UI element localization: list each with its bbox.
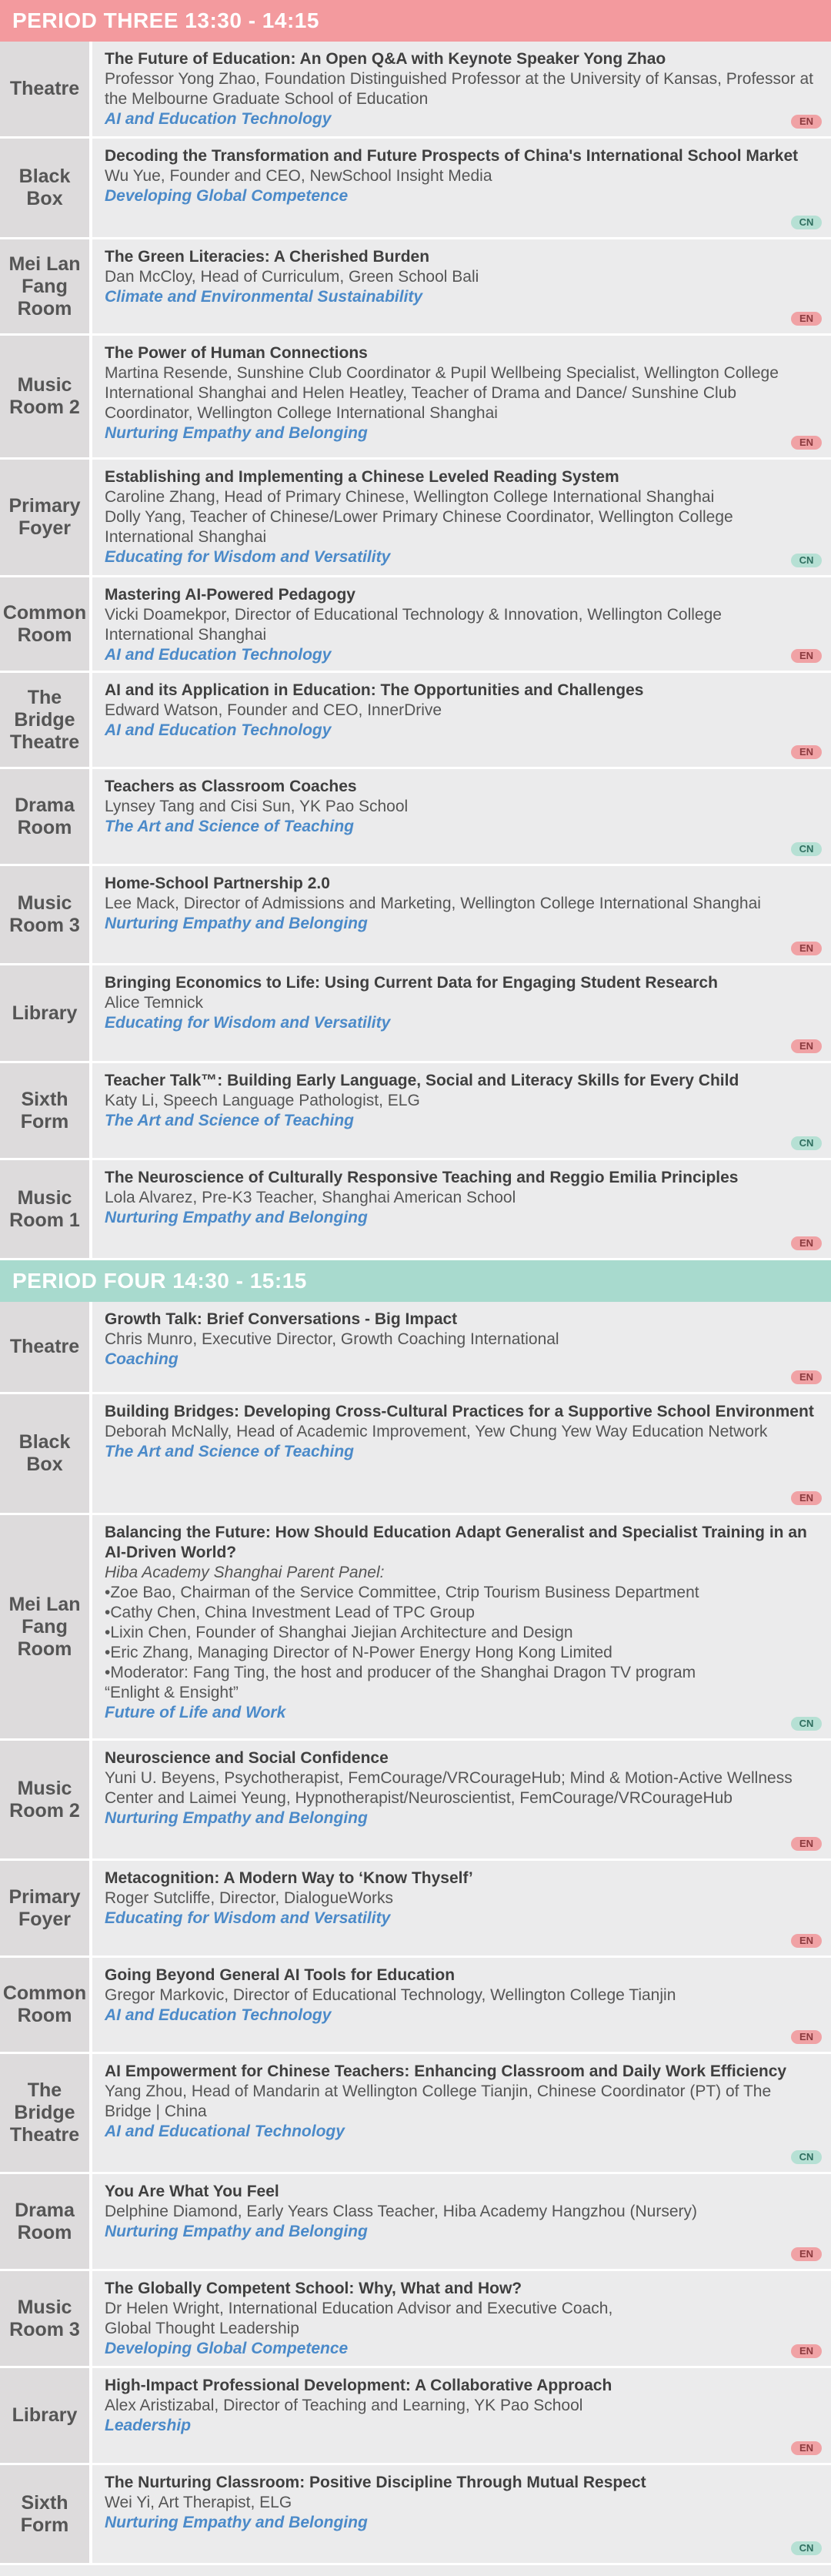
session-row [0,1741,831,1861]
session-details [92,2465,831,2563]
session-theme: AI and Educational Technology [105,2123,345,2140]
session-theme: Nurturing Empathy and Belonging [105,1809,368,1827]
room-label: Mei Lan Fang Room [0,1515,92,1738]
session-row [0,2174,831,2271]
session-row [0,42,831,139]
room-label: Mei Lan Fang Room [0,239,92,333]
language-badge: EN [791,1491,822,1505]
session-title: The Globally Competent School: Why, What and How? [105,2280,522,2297]
session-speaker: Yuni U. Beyens, Psychotherapist, FemCourage/VRCourageHub; Mind & Motion-Active Wellness Center and Laimei Yeung, Hypnotherapist/Neuroscientist, FemCourage/VRCourageHub [105,1769,793,1807]
room-label: Common Room [0,1958,92,2052]
session-theme: Coaching [105,1350,179,1368]
session-speaker: Yang Zhou, Head of Mandarin at Wellington College Tianjin, Chinese Coordinator (PT) of The Bridge | China [105,2083,772,2120]
language-badge: EN [791,436,822,450]
session-row [0,1515,831,1741]
session-row [0,2368,831,2465]
language-badge: EN [791,2441,822,2455]
language-badge: EN [791,1837,822,1851]
session-theme: Nurturing Empathy and Belonging [105,2514,368,2531]
session-theme: Nurturing Empathy and Belonging [105,424,368,442]
language-badge: EN [791,115,822,129]
room-label: Theatre [0,1302,92,1392]
session-title: Building Bridges: Developing Cross-Cultural Practices for a Supportive School Environment [105,1403,814,1420]
session-row [0,965,831,1063]
session-details [92,336,831,457]
language-badge: CN [791,216,822,229]
room-label: Music Room 2 [0,1741,92,1858]
session-theme: The Art and Science of Teaching [105,818,355,835]
room-label: Music Room 3 [0,2271,92,2366]
session-speaker: Lynsey Tang and Cisi Sun, YK Pao School [105,798,409,815]
session-speaker: Vicki Doamekpor, Director of Educational Technology & Innovation, Wellington College International Shanghai [105,606,722,644]
session-title: Establishing and Implementing a Chinese Leveled Reading System [105,468,619,486]
session-speaker: •Zoe Bao, Chairman of the Service Committee, Ctrip Tourism Business Department •Cathy Chen, China Investment Lead of TPC Group •Lixin Chen, Founder of Shanghai Jiejian Architecture and Design •Eric Zhang, Managing Director of N-Power Energy Hong Kong Limited •Moderator: Fang Ting, the host and producer of the Shanghai Dragon TV program “Enlight & Ensight” [105,1584,699,1701]
session-title: High-Impact Professional Development: A Collaborative Approach [105,2377,612,2394]
session-speaker: Katy Li, Speech Language Pathologist, ELG [105,1092,420,1109]
session-speaker: Alice Temnick [105,994,203,1012]
session-title: Metacognition: A Modern Way to ‘Know Thyself’ [105,1869,473,1887]
session-row [0,1394,831,1515]
room-label: Primary Foyer [0,460,92,575]
session-title: Teachers as Classroom Coaches [105,778,357,795]
session-details [92,1741,831,1858]
session-title: The Power of Human Connections [105,344,368,362]
language-badge: CN [791,2150,822,2164]
language-badge: CN [791,1717,822,1731]
session-speaker: Lola Alvarez, Pre-K3 Teacher, Shanghai American School [105,1189,516,1206]
session-details [92,42,831,136]
session-details [92,1861,831,1955]
session-speaker: Dr Helen Wright, International Education Advisor and Executive Coach, Global Thought Leadership [105,2300,613,2337]
session-speaker: Delphine Diamond, Early Years Class Teacher, Hiba Academy Hangzhou (Nursery) [105,2203,697,2220]
session-row [0,1958,831,2054]
session-theme: Future of Life and Work [105,1704,286,1721]
language-badge: EN [791,1039,822,1053]
session-theme: Climate and Environmental Sustainability [105,288,423,306]
session-row [0,460,831,577]
session-details [92,1063,831,1158]
session-details [92,2054,831,2172]
session-speaker: Dan McCloy, Head of Curriculum, Green School Bali [105,268,479,286]
session-title: Neuroscience and Social Confidence [105,1749,389,1767]
session-theme: Educating for Wisdom and Versatility [105,1909,391,1927]
session-row [0,2465,831,2565]
session-row [0,769,831,866]
session-speaker: Deborah McNally, Head of Academic Improvement, Yew Chung Yew Way Education Network [105,1423,768,1440]
room-label: Black Box [0,1394,92,1513]
session-details [92,1160,831,1258]
room-label: Music Room 1 [0,1160,92,1258]
room-label: Drama Room [0,769,92,864]
session-speaker: Wu Yue, Founder and CEO, NewSchool Insight Media [105,167,492,185]
session-speaker: Martina Resende, Sunshine Club Coordinator & Pupil Wellbeing Specialist, Wellington College International Shanghai and Helen Heatley, Teacher of Drama and Dance/ Sunshine Club Coordinator, Wellington College International Shanghai [105,364,779,422]
session-title: The Nurturing Classroom: Positive Discipline Through Mutual Respect [105,2474,646,2491]
session-theme: The Art and Science of Teaching [105,1112,355,1129]
session-title: Going Beyond General AI Tools for Education [105,1966,456,1984]
session-details [92,1958,831,2052]
period-header: PERIOD THREE 13:30 - 14:15 [0,0,831,42]
session-theme: Developing Global Competence [105,187,349,205]
session-theme: Leadership [105,2417,192,2434]
session-title: You Are What You Feel [105,2183,279,2200]
room-label: Music Room 3 [0,866,92,963]
room-label: Theatre [0,42,92,136]
session-title: Bringing Economics to Life: Using Current Data for Engaging Student Research [105,974,718,992]
session-title: Teacher Talk™: Building Early Language, Social and Literacy Skills for Every Child [105,1072,739,1089]
session-details [92,2271,831,2366]
session-row [0,336,831,460]
session-details [92,577,831,671]
language-badge: EN [791,1236,822,1250]
session-theme: Nurturing Empathy and Belonging [105,915,368,932]
language-badge: EN [791,312,822,326]
session-row [0,139,831,239]
session-title: Growth Talk: Brief Conversations - Big Impact [105,1310,458,1328]
period-header: PERIOD FOUR 14:30 - 15:15 [0,1260,831,1302]
session-theme: Nurturing Empathy and Belonging [105,2223,368,2240]
language-badge: EN [791,942,822,955]
session-details [92,139,831,237]
session-theme: AI and Education Technology [105,721,332,739]
session-details [92,965,831,1061]
language-badge: EN [791,649,822,663]
language-badge: EN [791,1370,822,1384]
language-badge: EN [791,2344,822,2358]
session-row [0,866,831,965]
session-details [92,2368,831,2463]
session-theme: Developing Global Competence [105,2340,349,2357]
room-label: Library [0,965,92,1061]
session-speaker: Alex Aristizabal, Director of Teaching and Learning, YK Pao School [105,2397,583,2414]
session-speaker: Chris Munro, Executive Director, Growth Coaching International [105,1330,559,1348]
language-badge: CN [791,842,822,856]
session-speaker: Gregor Markovic, Director of Educational Technology, Wellington College Tianjin [105,1986,676,2004]
session-row [0,1861,831,1958]
panel-label: Hiba Academy Shanghai Parent Panel: [105,1564,385,1581]
language-badge: CN [791,1136,822,1150]
room-label: Primary Foyer [0,1861,92,1955]
session-title: Home-School Partnership 2.0 [105,875,330,892]
language-badge: EN [791,2247,822,2261]
session-details [92,1394,831,1513]
session-speaker: Wei Yi, Art Therapist, ELG [105,2494,292,2511]
session-speaker: Roger Sutcliffe, Director, DialogueWorks [105,1889,394,1907]
session-title: The Future of Education: An Open Q&A with Keynote Speaker Yong Zhao [105,50,666,68]
room-label: Sixth Form [0,1063,92,1158]
session-row [0,2054,831,2174]
session-speaker: Edward Watson, Founder and CEO, InnerDrive [105,701,442,719]
session-theme: The Art and Science of Teaching [105,1443,355,1460]
session-speaker: Caroline Zhang, Head of Primary Chinese, Wellington College International Shanghai Dolly Yang, Teacher of Chinese/Lower Primary Chinese Coordinator, Wellington College International Shanghai [105,488,733,546]
session-details [92,2174,831,2269]
session-details [92,769,831,864]
session-row [0,1302,831,1394]
language-badge: CN [791,554,822,567]
session-details [92,1302,831,1392]
session-details [92,239,831,333]
session-title: AI Empowerment for Chinese Teachers: Enhancing Classroom and Daily Work Efficiency [105,2062,787,2080]
language-badge: EN [791,1934,822,1948]
session-details [92,866,831,963]
session-row [0,2271,831,2368]
session-title: AI and its Application in Education: The Opportunities and Challenges [105,681,644,699]
session-theme: Nurturing Empathy and Belonging [105,1209,368,1226]
session-row [0,1160,831,1260]
room-label: The Bridge Theatre [0,2054,92,2172]
session-row [0,577,831,673]
language-badge: CN [791,2541,822,2555]
session-theme: AI and Education Technology [105,110,332,128]
language-badge: EN [791,745,822,759]
session-title: Mastering AI-Powered Pedagogy [105,586,355,604]
session-theme: Educating for Wisdom and Versatility [105,1014,391,1032]
room-label: Common Room [0,577,92,671]
session-speaker: Professor Yong Zhao, Foundation Distinguished Professor at the University of Kansas, Professor at the Melbourne Graduate School of Education [105,70,813,108]
session-theme: AI and Education Technology [105,2006,332,2024]
session-row [0,239,831,336]
session-row [0,673,831,769]
room-label: The Bridge Theatre [0,673,92,767]
session-details [92,1515,831,1738]
session-details [92,460,831,575]
language-badge: EN [791,2030,822,2044]
session-theme: Educating for Wisdom and Versatility [105,548,391,566]
session-theme: AI and Education Technology [105,646,332,664]
room-label: Drama Room [0,2174,92,2269]
session-title: Balancing the Future: How Should Education Adapt Generalist and Specialist Training in an AI-Driven World? [105,1524,807,1561]
session-row [0,1063,831,1160]
session-title: Decoding the Transformation and Future Prospects of China's International School Market [105,147,799,165]
session-speaker: Lee Mack, Director of Admissions and Marketing, Wellington College International Shanghai [105,895,761,912]
room-label: Library [0,2368,92,2463]
room-label: Sixth Form [0,2465,92,2563]
session-title: The Green Literacies: A Cherished Burden [105,248,430,266]
session-details [92,673,831,767]
session-title: The Neuroscience of Culturally Responsive Teaching and Reggio Emilia Principles [105,1169,739,1186]
room-label: Music Room 2 [0,336,92,457]
room-label: Black Box [0,139,92,237]
